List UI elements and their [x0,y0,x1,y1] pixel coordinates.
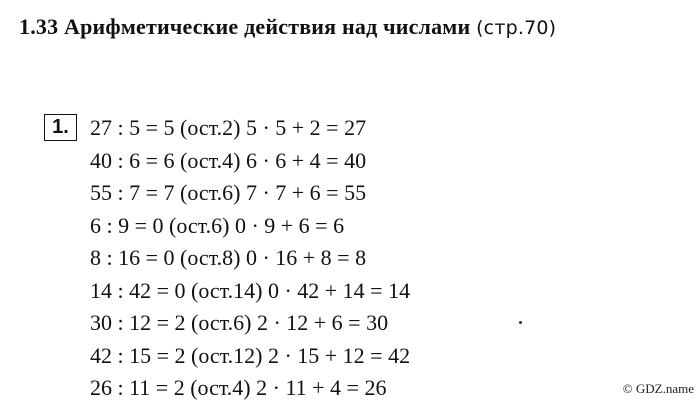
solution-row: 26 : 11 = 2 (ост.4) 2 · 11 + 4 = 26 [90,375,387,400]
page-heading [19,14,556,40]
scan-speck [519,321,522,324]
solution-row: 40 : 6 = 6 (ост.4) 6 · 6 + 4 = 40 [90,147,367,173]
watermark: © GDZ.name [622,381,694,396]
solution-row: 30 : 12 = 2 (ост.6) 2 · 12 + 6 = 30 [90,310,389,335]
solution-row: 27 : 5 = 5 (ост.2) 5 · 5 + 2 = 27 [90,115,367,140]
task-number-box: 1. [44,114,77,141]
solution-row: 14 : 42 = 0 (ост.14) 0 · 42 + 14 = 14 [90,277,411,303]
section-number: 1.33 [19,14,59,39]
page-reference: (стр.70) [476,17,557,39]
solution-row: 6 : 9 = 0 (ост.6) 0 · 9 + 6 = 6 [90,212,345,238]
solution-row: 8 : 16 = 0 (ост.8) 0 · 16 + 8 = 8 [90,245,367,270]
solution-row: 55 : 7 = 7 (ост.6) 7 · 7 + 6 = 55 [90,180,367,205]
solution-row: 42 : 15 = 2 (ост.12) 2 · 15 + 12 = 42 [90,342,411,368]
section-title: Арифметические действия над числами [64,14,471,39]
solution-list [90,112,410,405]
